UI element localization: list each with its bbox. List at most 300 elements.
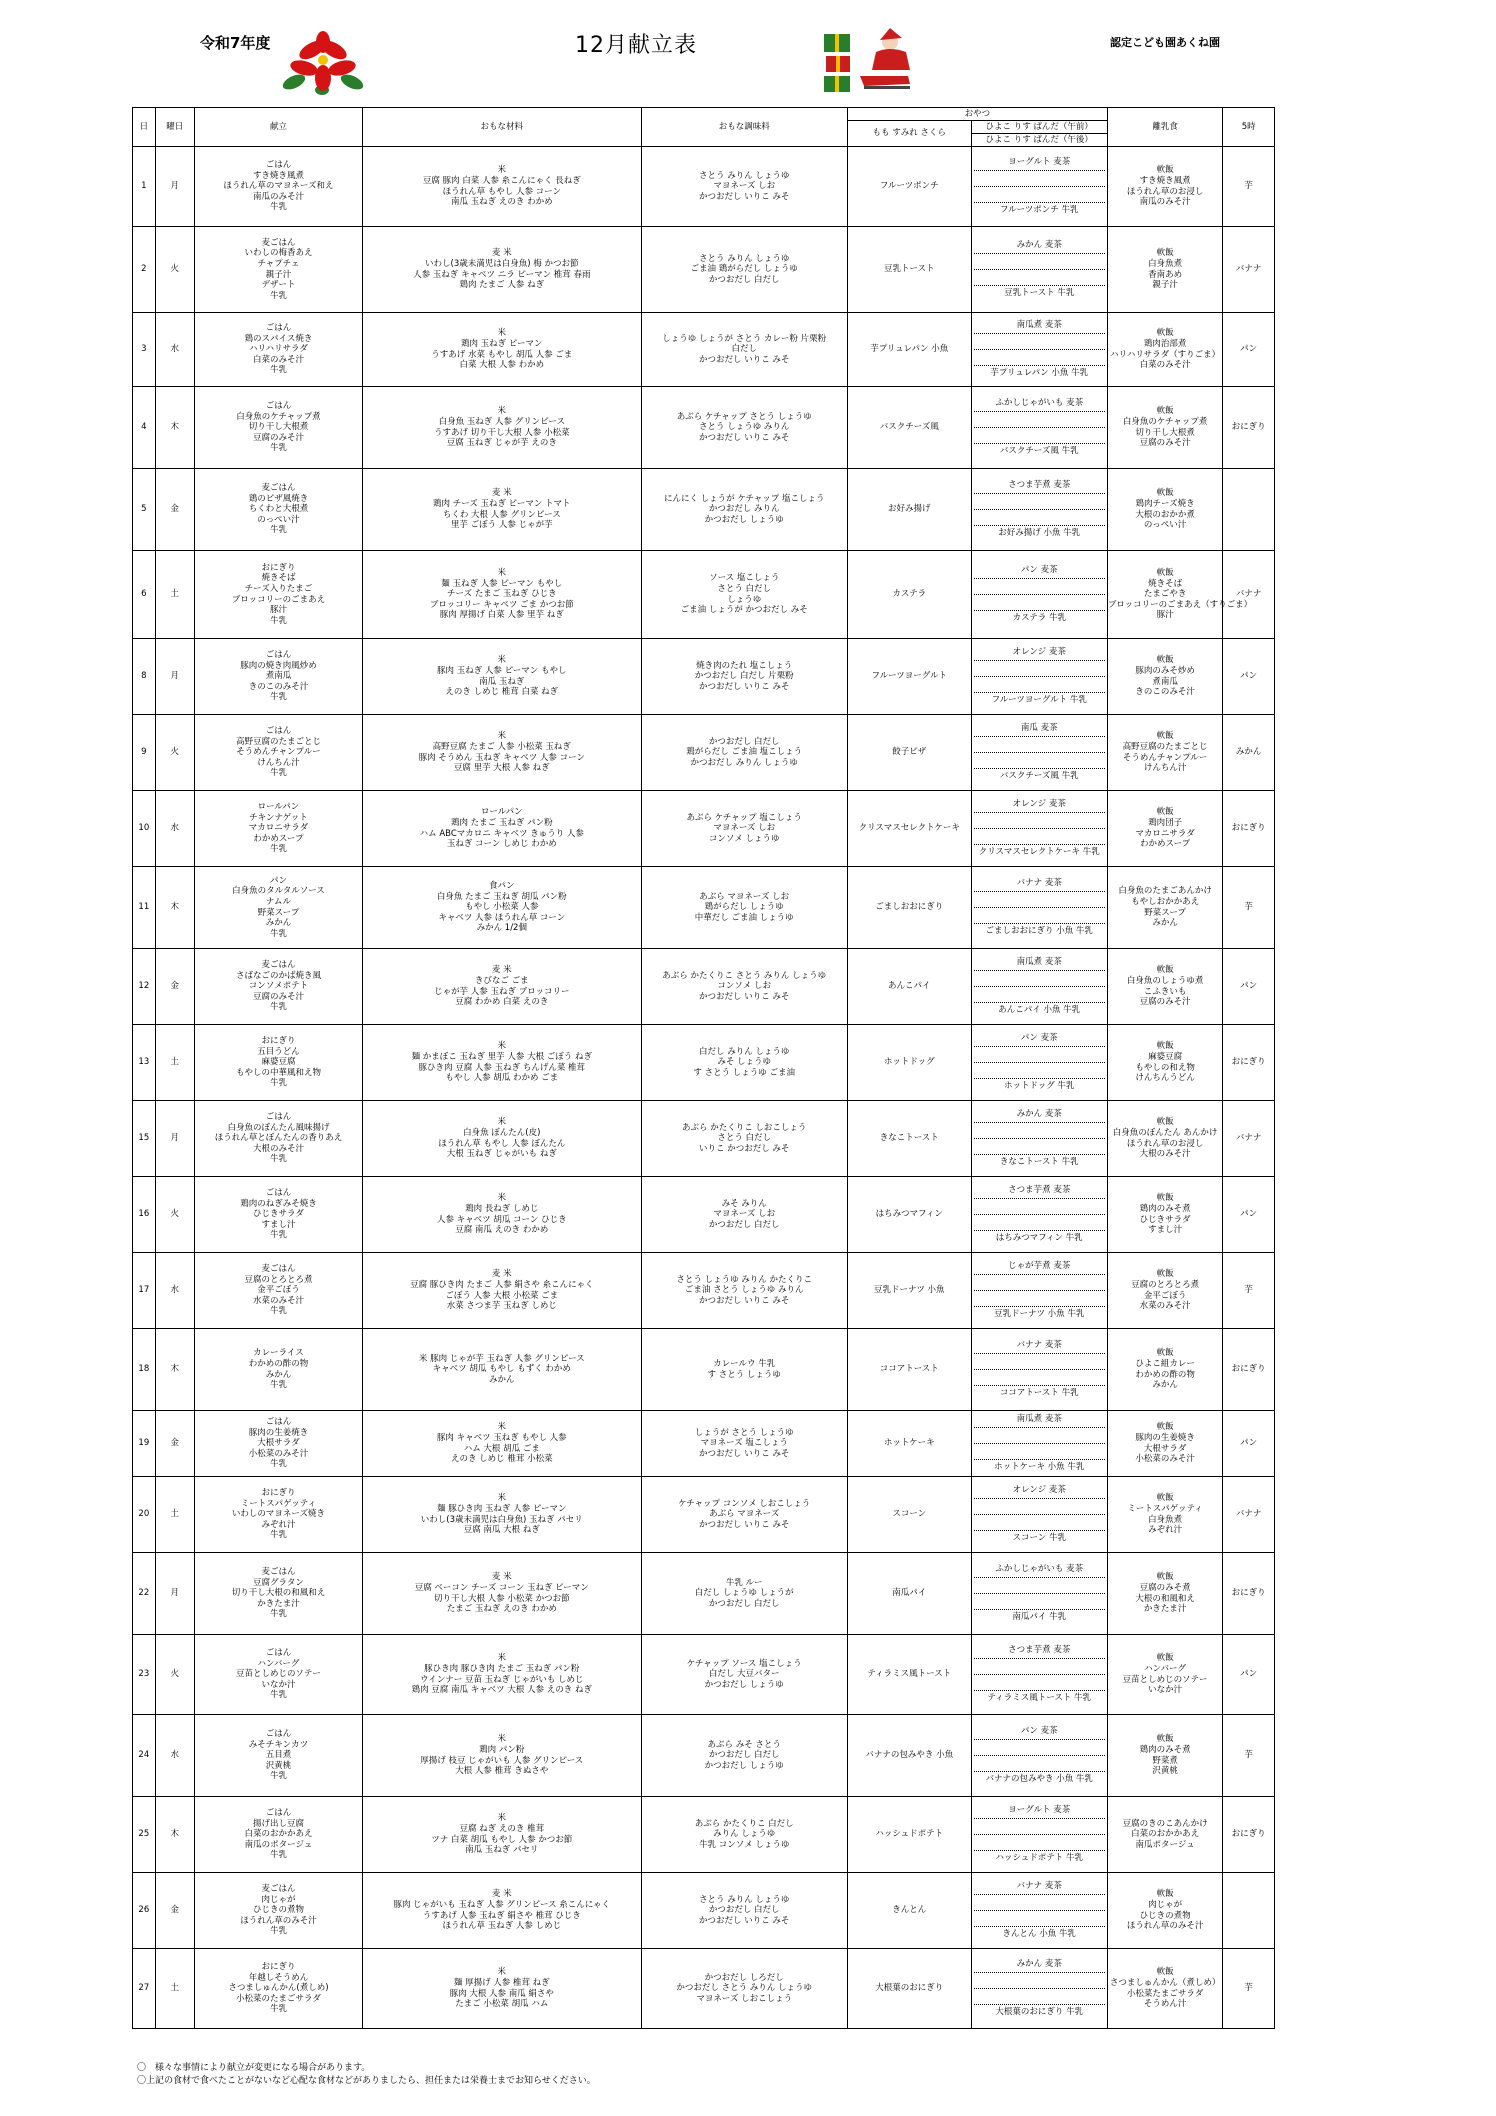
snack-older-cell: ごましおおにぎり — [847, 867, 971, 949]
baby-food-line: 軟飯 — [1156, 1889, 1174, 1900]
ingredient-line: みかん — [489, 1374, 515, 1385]
baby-food-line: 軟飯 — [1156, 567, 1174, 578]
ingredient-line: 玉ねぎ コーン しめじ わかめ — [446, 839, 557, 850]
menu-cell — [194, 1797, 362, 1873]
menu-item: 小松菜のたまごサラダ — [235, 1993, 321, 2004]
seasoning-line: ソース 塩こしょう — [709, 573, 780, 584]
menu-item: 親子汁 — [265, 269, 292, 280]
note-line: 〇上記の食材で食べたことがないなど心配な食材などがありましたら、担任または栄養士までお知らせください。 — [137, 2076, 596, 2086]
baby-food-line: ミートスパゲッティ — [1127, 1503, 1203, 1514]
snack-blank-line — [974, 829, 1105, 845]
snack-older-cell: 大根葉のおにぎり — [847, 1949, 971, 2029]
menu-item: カレーライス — [253, 1348, 304, 1359]
menu-item: 牛乳 — [269, 2004, 287, 2015]
snack-pm: 豆乳トースト 牛乳 — [1004, 288, 1075, 299]
menu-item: ミートスパゲッティ — [240, 1498, 317, 1509]
seasoning-line: 牛乳 ルー — [725, 1577, 763, 1588]
menu-item: ほうれん草のみそ汁 — [240, 1915, 317, 1926]
menu-item: 牛乳 — [269, 615, 287, 626]
ingredient-line: もやし 人参 胡瓜 わかめ ごま — [445, 1073, 559, 1084]
snack-blank-line — [974, 1989, 1105, 2005]
snack-older-cell: はちみつマフィン — [847, 1177, 971, 1253]
menu-cell — [194, 1949, 362, 2029]
baby-food-cell — [1107, 1873, 1223, 1949]
snack-blank-line — [974, 270, 1105, 286]
baby-food-line: ハンバーグ — [1144, 1663, 1187, 1674]
day-cell: 13 — [133, 1025, 156, 1101]
col-snack: おやつ — [847, 108, 1107, 121]
ingredient-line: 豆腐 豚ひき肉 たまご 人参 絹さや 糸こんにゃく — [410, 1279, 594, 1290]
menu-item: みかん — [265, 918, 292, 929]
snack-blank-line — [974, 1659, 1105, 1675]
menu-item: 五目煮 — [265, 1750, 292, 1761]
snack-younger-cell — [971, 387, 1107, 469]
seasoning-line: あぶら ケチャップ 塩こしょう — [686, 812, 802, 823]
menu-item: ごはん — [265, 1647, 292, 1658]
ingredient-line: 麺 かまぼこ 玉ねぎ 里芋 人参 大根 ごぼう ねぎ — [411, 1051, 592, 1062]
table-row — [133, 1949, 1275, 2029]
snack-pm: フルーツポンチ 牛乳 — [999, 205, 1079, 216]
baby-food-line: 軟飯 — [1156, 248, 1174, 259]
snack-younger-cell — [971, 469, 1107, 551]
col-day: 日 — [133, 108, 156, 147]
menu-item: 白身魚のぼんたん風味揚げ — [227, 1122, 330, 1133]
menu-item: 麦ごはん — [261, 1566, 296, 1577]
weekday-cell: 土 — [155, 551, 194, 639]
baby-food-line: 豚肉の生姜焼き — [1135, 1432, 1195, 1443]
ingredients-cell — [363, 1411, 642, 1477]
ingredient-line: 麦 米 — [491, 1572, 512, 1583]
day-cell: 20 — [133, 1477, 156, 1553]
seasoning-line: さとう しょうゆ みりん — [699, 422, 790, 433]
baby-food-cell — [1107, 1253, 1223, 1329]
ingredient-line: たまご 玉ねぎ えのき わかめ — [446, 1604, 557, 1615]
menu-item: ごはん — [265, 725, 292, 736]
five-oclock-cell: 芋 — [1223, 867, 1275, 949]
snack-pm: はちみつマフィン 牛乳 — [995, 1233, 1083, 1244]
snack-blank-line — [974, 1675, 1105, 1691]
table-row — [133, 1635, 1275, 1715]
snack-blank-line — [974, 1895, 1105, 1911]
seasoning-line: かつおだし いりこ みそ — [699, 1915, 790, 1926]
seasonings-cell — [641, 1715, 847, 1797]
snack-blank-line — [974, 1911, 1105, 1927]
ingredient-line: チーズ たまご 玉ねぎ ひじき — [446, 589, 557, 600]
seasoning-line: マヨネーズ しお — [713, 823, 776, 834]
seasoning-line: みそ みりん — [721, 1198, 767, 1209]
snack-pm: 大根葉のおにぎり 牛乳 — [995, 2007, 1084, 2018]
menu-item: のっぺい汁 — [257, 514, 300, 525]
snack-blank-line — [974, 1428, 1105, 1444]
five-oclock-cell: パン — [1223, 1177, 1275, 1253]
snack-older-cell: ホットドッグ — [847, 1025, 971, 1101]
snack-older-cell: クリスマスセレクトケーキ — [847, 791, 971, 867]
ingredient-line: うすあげ 水菜 もやし 胡瓜 人参 ごま — [431, 349, 573, 360]
snack-younger-cell — [971, 639, 1107, 715]
baby-food-cell — [1107, 715, 1223, 791]
snack-older-cell: 餃子ピザ — [847, 715, 971, 791]
snack-blank-line — [974, 661, 1105, 677]
snack-blank-line — [974, 892, 1105, 908]
baby-food-cell — [1107, 791, 1223, 867]
ingredient-line: 麦 米 — [491, 1269, 512, 1280]
baby-food-line: 野菜スープ — [1144, 907, 1186, 918]
ingredient-line: キャベツ 胡瓜 もやし もずく わかめ — [432, 1364, 571, 1375]
snack-younger-cell — [971, 1025, 1107, 1101]
seasonings-cell — [641, 1797, 847, 1873]
ingredient-line: 切り干し大根 人参 小松菜 かつお節 — [433, 1593, 570, 1604]
snack-older-cell: きんとん — [847, 1873, 971, 1949]
day-cell: 9 — [133, 715, 156, 791]
menu-item: いわしの梅香あえ — [244, 248, 313, 259]
baby-food-line: 白身魚のたまごあんかけ — [1118, 886, 1212, 897]
snack-blank-line — [974, 677, 1105, 693]
baby-food-cell — [1107, 313, 1223, 387]
baby-food-line: 軟飯 — [1156, 1493, 1174, 1504]
snack-am: さつま芋煮 麦茶 — [974, 1643, 1105, 1659]
ingredient-line: ほうれん草 もやし 人参 ぼんたん — [438, 1138, 566, 1149]
seasonings-cell — [641, 1873, 847, 1949]
menu-item: パン — [269, 875, 287, 886]
five-oclock-cell: バナナ — [1223, 551, 1275, 639]
menu-item: ほうれん草とぼんたんの香りあえ — [214, 1133, 343, 1144]
five-oclock-cell: 芋 — [1223, 147, 1275, 227]
fiscal-year: 令和7年度 — [200, 34, 271, 52]
baby-food-line: みかん — [1152, 1380, 1178, 1391]
seasoning-line: かつおだし 白だし — [708, 736, 780, 747]
snack-blank-line — [974, 971, 1105, 987]
table-row — [133, 715, 1275, 791]
snack-younger-cell — [971, 1101, 1107, 1177]
five-oclock-cell: おにぎり — [1223, 1797, 1275, 1873]
seasoning-line: しょうゆ — [727, 594, 762, 605]
snack-blank-line — [974, 1354, 1105, 1370]
ingredient-line: 鶏肉 チーズ 玉ねぎ ピーマン トマト — [433, 498, 571, 509]
snack-older-cell: フルーツヨーグルト — [847, 639, 971, 715]
baby-food-line: 鶏肉のみそ煮 — [1139, 1203, 1191, 1214]
menu-item: 牛乳 — [269, 768, 287, 779]
menu-item: みそチキンカツ — [248, 1739, 309, 1750]
ingredient-line: えのき しめじ 椎茸 白菜 ねぎ — [445, 687, 559, 698]
seasoning-line: さとう みりん しょうゆ — [699, 170, 790, 181]
menu-item: みかん — [265, 1369, 292, 1380]
seasoning-line: かつおだし 白だし — [708, 274, 780, 285]
weekday-cell: 水 — [155, 313, 194, 387]
snack-am: パン 麦茶 — [974, 563, 1105, 579]
baby-food-cell — [1107, 1797, 1223, 1873]
snack-younger-cell — [971, 1177, 1107, 1253]
ingredient-line: 米 — [497, 1041, 507, 1052]
day-cell: 19 — [133, 1411, 156, 1477]
snack-am: オレンジ 麦茶 — [974, 1483, 1105, 1499]
menu-item: コンソメポテト — [248, 981, 309, 992]
menu-item: 麦ごはん — [261, 959, 296, 970]
five-oclock-cell: 芋 — [1223, 1715, 1275, 1797]
ingredient-line: 南瓜 玉ねぎ えのき わかめ — [450, 197, 553, 208]
snack-younger-cell — [971, 715, 1107, 791]
baby-food-line: 軟飯 — [1156, 165, 1174, 176]
snack-younger-cell — [971, 1411, 1107, 1477]
baby-food-line: 軟飯 — [1156, 655, 1174, 666]
ingredients-cell — [363, 1553, 642, 1635]
five-oclock-cell: パン — [1223, 639, 1275, 715]
ingredient-line: みかん 1/2個 — [476, 923, 527, 934]
baby-food-line: 軟飯 — [1156, 1422, 1174, 1433]
col-snack-older: もも すみれ さくら — [847, 121, 971, 147]
seasonings-cell — [641, 551, 847, 639]
baby-food-line: 煮南瓜 — [1152, 676, 1178, 687]
seasonings-cell — [641, 227, 847, 313]
ingredient-line: 水菜 さつま芋 玉ねぎ しめじ — [446, 1301, 557, 1312]
baby-food-line: わかめの酢の物 — [1135, 1369, 1195, 1380]
seasoning-line: さとう 白だし — [717, 583, 772, 594]
baby-food-line: ハリハリサラダ（すりごま） — [1110, 349, 1221, 360]
seasonings-cell — [641, 791, 847, 867]
baby-food-line: もやしおかかあえ — [1131, 896, 1200, 907]
ingredient-line: 米 — [497, 1117, 507, 1128]
snack-younger-cell — [971, 1477, 1107, 1553]
snack-am: バナナ 麦茶 — [974, 1338, 1105, 1354]
menu-table — [132, 107, 1275, 2029]
baby-food-line: けんちん汁 — [1143, 763, 1187, 774]
baby-food-line: かきたま汁 — [1143, 1604, 1187, 1615]
snack-am: さつま芋煮 麦茶 — [974, 1183, 1105, 1199]
weekday-cell: 月 — [155, 1101, 194, 1177]
baby-food-line: 軟飯 — [1156, 1348, 1174, 1359]
ingredient-line: 鶏肉 長ねぎ しめじ — [465, 1203, 539, 1214]
ingredient-line: 里芋 ごぼう 人参 じゃが芋 — [450, 520, 553, 531]
menu-item: 牛乳 — [269, 1926, 287, 1937]
seasoning-line: しょうが さとう しょうゆ — [694, 1427, 794, 1438]
menu-item: 牛乳 — [269, 1154, 287, 1165]
menu-item: 煮南瓜 — [265, 671, 292, 682]
baby-food-line: 大根サラダ — [1143, 1443, 1187, 1454]
baby-food-line: 軟飯 — [1156, 1967, 1174, 1978]
ingredient-line: 南瓜 玉ねぎ — [479, 676, 525, 687]
seasonings-cell — [641, 867, 847, 949]
baby-food-cell — [1107, 1635, 1223, 1715]
table-row — [133, 551, 1275, 639]
baby-food-line: 南瓜のみそ汁 — [1139, 197, 1191, 208]
snack-pm: バスクチーズ風 牛乳 — [999, 446, 1079, 457]
snack-blank-line — [974, 1578, 1105, 1594]
menu-item: 麦ごはん — [261, 1263, 296, 1274]
day-cell: 11 — [133, 867, 156, 949]
ingredients-cell — [363, 1635, 642, 1715]
menu-item: ほうれん草のマヨネーズ和え — [223, 181, 334, 192]
ingredient-line: 大根 人参 椎茸 きぬさや — [455, 1766, 549, 1777]
baby-food-cell — [1107, 1553, 1223, 1635]
ingredient-line: 豚肉 厚揚げ 白菜 人参 里芋 ねぎ — [439, 610, 564, 621]
seasoning-line: ケチャップ コンソメ しおこしょう — [678, 1498, 811, 1509]
col-baby: 離乳食 — [1107, 108, 1223, 147]
baby-food-line: 鶏肉チーズ焼き — [1135, 498, 1195, 509]
baby-food-line: 白身魚煮 — [1148, 258, 1183, 269]
seasoning-line: あぶら かたくりこ しおこしょう — [682, 1122, 807, 1133]
ingredient-line: 食パン — [489, 880, 515, 891]
table-row — [133, 1411, 1275, 1477]
menu-item: ひじきサラダ — [252, 1209, 304, 1220]
seasonings-cell — [641, 147, 847, 227]
menu-item: ごはん — [265, 1416, 292, 1427]
ingredient-line: 豆腐 南瓜 えのき わかめ — [455, 1225, 549, 1236]
five-oclock-cell: 芋 — [1223, 1949, 1275, 2029]
menu-item: 牛乳 — [269, 1609, 287, 1620]
snack-am: 南瓜煮 麦茶 — [974, 955, 1105, 971]
weekday-cell: 土 — [155, 1949, 194, 2029]
seasoning-line: す さとう しょうゆ — [707, 1369, 781, 1380]
snack-blank-line — [974, 1819, 1105, 1835]
snack-pm: きんとん 小魚 牛乳 — [1002, 1929, 1076, 1940]
ingredient-line: 厚揚げ 枝豆 じゃがいも 人参 グリンピース — [420, 1755, 584, 1766]
menu-item: チーズ入りたまご — [244, 583, 313, 594]
snack-blank-line — [974, 1973, 1105, 1989]
weekday-cell: 水 — [155, 1253, 194, 1329]
menu-item: ハリハリサラダ — [248, 344, 308, 355]
menu-cell — [194, 1025, 362, 1101]
day-cell: 8 — [133, 639, 156, 715]
baby-food-line: そうめん汁 — [1143, 1999, 1187, 2010]
menu-item: 牛乳 — [269, 1530, 287, 1541]
day-cell: 12 — [133, 949, 156, 1025]
snack-older-cell: あんこパイ — [847, 949, 971, 1025]
seasoning-line: ごま油 鶏がらだし しょうゆ — [690, 264, 798, 275]
ingredient-line: 豆腐 玉ねぎ じゃが芋 えのき — [446, 438, 557, 449]
menu-cell — [194, 1635, 362, 1715]
ingredient-line: 米 豚肉 じゃが芋 玉ねぎ 人参 グリンピース — [418, 1353, 585, 1364]
table-row — [133, 1553, 1275, 1635]
menu-cell — [194, 1873, 362, 1949]
menu-item: そうめんチャンプルー — [236, 747, 321, 758]
poinsettia-icon — [282, 30, 364, 96]
menu-cell — [194, 551, 362, 639]
seasoning-line: さとう しょうゆ みりん かたくりこ — [676, 1274, 812, 1285]
baby-food-line: わかめスープ — [1140, 839, 1191, 850]
santa-gift-icon — [820, 26, 920, 98]
snack-pm: スコーン 牛乳 — [1012, 1533, 1066, 1544]
snack-older-cell: 豆乳ドーナツ 小魚 — [847, 1253, 971, 1329]
seasonings-cell — [641, 1635, 847, 1715]
menu-item: 大根サラダ — [257, 1438, 300, 1449]
baby-food-line: 鶏肉治部煮 — [1143, 338, 1187, 349]
day-cell: 26 — [133, 1873, 156, 1949]
snack-am: ふかしじゃがいも 麦茶 — [974, 1562, 1105, 1578]
seasoning-line: カレールウ 牛乳 — [713, 1358, 776, 1369]
seasoning-line: かつおだし いりこ みそ — [699, 1295, 790, 1306]
snack-pm: ごましおおにぎり 小魚 牛乳 — [985, 926, 1093, 937]
seasoning-line: あぶら マヨネーズ しお — [699, 891, 790, 902]
snack-blank-line — [974, 350, 1105, 366]
snack-blank-line — [974, 1444, 1105, 1460]
seasoning-line: かつおだし 白だし — [708, 1905, 780, 1916]
snack-blank-line — [974, 1139, 1105, 1155]
weekday-cell: 木 — [155, 1797, 194, 1873]
snack-older-cell: フルーツポンチ — [847, 147, 971, 227]
baby-food-line: 軟飯 — [1156, 1653, 1174, 1664]
baby-food-line: たまごやき — [1143, 589, 1187, 600]
weekday-cell: 土 — [155, 1025, 194, 1101]
ingredient-line: ハム ABCマカロニ キャベツ きゅうり 人参 — [419, 828, 584, 839]
menu-item: 豆苗としめじのソテー — [236, 1669, 321, 1680]
snack-younger-cell — [971, 791, 1107, 867]
baby-food-line: 肉じゃが — [1148, 1899, 1183, 1910]
weekday-cell: 月 — [155, 1553, 194, 1635]
snack-blank-line — [974, 428, 1105, 444]
snack-am: パン 麦茶 — [974, 1031, 1105, 1047]
menu-item: 南瓜のポタージュ — [244, 1839, 313, 1850]
ingredients-cell — [363, 715, 642, 791]
table-row — [133, 313, 1275, 387]
ingredient-line: 豚肉 そうめん 玉ねぎ キャベツ 人参 コーン — [418, 752, 585, 763]
seasoning-line: かつおだし しろだし — [704, 1972, 784, 1983]
snack-younger-cell — [971, 147, 1107, 227]
ingredient-line: 麦 米 — [491, 488, 512, 499]
seasoning-line: マヨネーズ しお — [713, 1209, 776, 1220]
weekday-cell: 火 — [155, 1177, 194, 1253]
weekday-cell: 金 — [155, 1873, 194, 1949]
ingredients-cell — [363, 1025, 642, 1101]
weekday-cell: 火 — [155, 1635, 194, 1715]
baby-food-line: すき焼き風煮 — [1139, 175, 1191, 186]
baby-food-line: 金平ごぼう — [1143, 1290, 1187, 1301]
ingredients-cell — [363, 1177, 642, 1253]
snack-pm: 豆乳ドーナツ 小魚 牛乳 — [994, 1309, 1085, 1320]
menu-item: きのこのみそ汁 — [248, 681, 309, 692]
baby-food-line: ほうれん草のお浸し — [1126, 186, 1204, 197]
menu-item: 麻婆豆腐 — [261, 1057, 296, 1068]
snack-blank-line — [974, 1756, 1105, 1772]
snack-am: じゃが芋煮 麦茶 — [974, 1259, 1105, 1275]
baby-food-line: 白菜のおかかあえ — [1131, 1829, 1200, 1840]
weekday-cell: 金 — [155, 949, 194, 1025]
baby-food-cell — [1107, 867, 1223, 949]
menu-item: ひじきの煮物 — [252, 1905, 304, 1916]
menu-cell — [194, 1715, 362, 1797]
day-cell: 23 — [133, 1635, 156, 1715]
ingredients-cell — [363, 1477, 642, 1553]
menu-item: さつましゅんかん(煮しめ) — [228, 1983, 329, 1994]
table-row — [133, 147, 1275, 227]
baby-food-line: 軟飯 — [1156, 488, 1174, 499]
baby-food-cell — [1107, 147, 1223, 227]
menu-item: 牛乳 — [269, 1850, 287, 1861]
menu-item: 水菜のみそ汁 — [252, 1295, 304, 1306]
ingredients-cell — [363, 1253, 642, 1329]
seasoning-line: ごま油 しょうが かつおだし みそ — [680, 605, 808, 616]
ingredient-line: 米 — [497, 328, 507, 339]
menu-item: すまし汁 — [261, 1219, 296, 1230]
snack-younger-cell — [971, 1797, 1107, 1873]
ingredient-line: 大根 玉ねぎ じゃがいも ねぎ — [446, 1149, 557, 1160]
seasonings-cell — [641, 387, 847, 469]
five-oclock-cell: おにぎり — [1223, 387, 1275, 469]
snack-blank-line — [974, 579, 1105, 595]
menu-item: 牛乳 — [269, 525, 287, 536]
snack-older-cell: ハッシュドポテト — [847, 1797, 971, 1873]
ingredient-line: 白菜 大根 人参 わかめ — [459, 360, 545, 371]
ingredients-cell — [363, 387, 642, 469]
baby-food-line: ひよこ組カレー — [1135, 1358, 1195, 1369]
seasoning-line: 白だし みりん しょうゆ — [699, 1046, 790, 1057]
snack-pm: バスクチーズ風 牛乳 — [999, 771, 1079, 782]
seasonings-cell — [641, 1025, 847, 1101]
seasoning-line: さとう みりん しょうゆ — [699, 1894, 790, 1905]
menu-item: チャプチェ — [257, 258, 300, 269]
baby-food-line: ほうれん草のお浸し — [1126, 1138, 1204, 1149]
menu-item: 焼きそば — [261, 573, 296, 584]
snack-am: 南瓜煮 麦茶 — [974, 318, 1105, 334]
snack-blank-line — [974, 595, 1105, 611]
